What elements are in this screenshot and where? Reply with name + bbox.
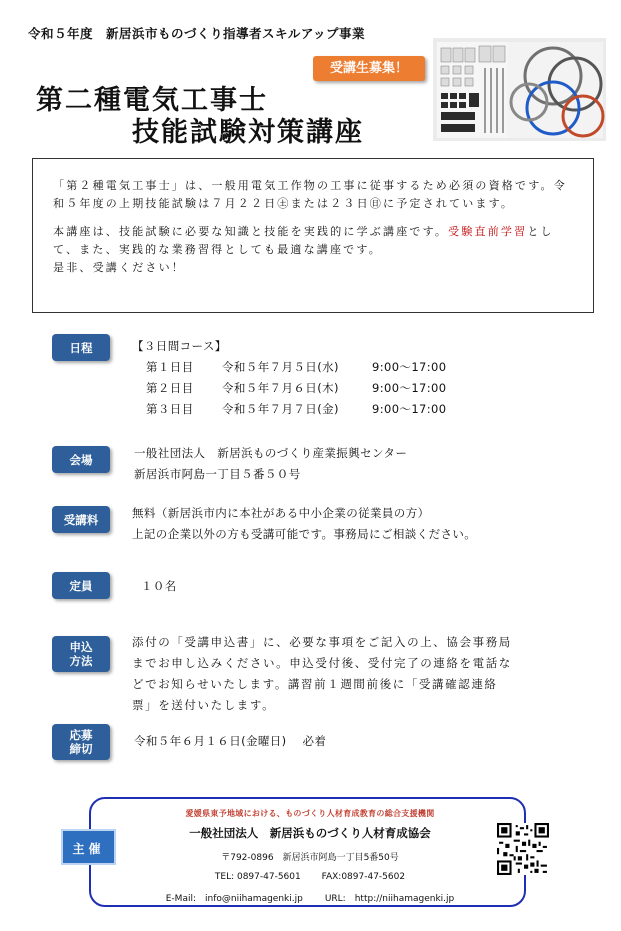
host-org: 一般社団法人 新居浜ものづくり人材育成協会 (189, 826, 431, 840)
schedule-date: 令和５年７月７日(金) (222, 402, 339, 416)
fee-label: 受講料 (52, 506, 110, 533)
application-line-1: 添付の「受講申込書」に、必要な事項をご記入の上、協会事務局 (132, 635, 512, 649)
application-line-3: どでお知らせいたします。講習前１週間前後に「受講確認連絡 (132, 677, 498, 691)
host-contact (120, 872, 500, 882)
schedule-day: 第３日目 (146, 402, 194, 416)
venue-name: 一般社団法人 新居浜ものづくり産業振興センター (134, 446, 408, 460)
application-label-line-2: 方法 (69, 654, 93, 668)
venue-section (134, 443, 407, 485)
host-tel: TEL: 0897-47-5601 (214, 872, 301, 882)
host-web (120, 891, 500, 904)
host-address: 〒792-0896 新居浜市阿島一丁目5番50号 (221, 853, 399, 863)
intro-paragraph-2 (53, 223, 571, 277)
schedule-day: 第２日目 (146, 381, 194, 395)
intro-paragraph-2a: 本講座は、技能試験に必要な知識と技能を実践的に学ぶ講座です。 (53, 225, 449, 238)
deadline-label-line-1: 応募 (69, 728, 93, 742)
application-line-2: までお申し込みください。申込受付後、受付完了の連絡を電話な (132, 656, 512, 670)
intro-box (32, 158, 594, 313)
host-tagline: 愛媛県東予地域における、ものづくり人材育成教育の総合支援機関 (185, 809, 435, 818)
electrical-parts-photo (433, 38, 606, 141)
venue-address: 新居浜市阿島一丁目５番５０号 (134, 467, 301, 481)
intro-paragraph-2b: として、また、実践的な業務習得としても最適な講座です。 (53, 225, 554, 256)
schedule-time: 9:00～17:00 (372, 381, 447, 395)
schedule-time: 9:00～17:00 (372, 360, 447, 374)
application-line-4: 票」を送付いたします。 (132, 698, 276, 712)
host-url: URL: http://niihamagenki.jp (324, 894, 455, 904)
capacity-label: 定員 (52, 572, 110, 599)
fee-line-1: 無料（新居浜市内に本社がある中小企業の従業員の方） (132, 506, 430, 520)
title-line-1: 第二種電気工事士 (36, 85, 268, 116)
schedule-label: 日程 (52, 334, 110, 361)
deadline-value: 令和５年６月１６日(金曜日) 必着 (134, 734, 327, 748)
application-label-line-1: 申込 (69, 640, 93, 654)
host-email: E-Mail: info@niihamagenki.jp (165, 894, 303, 904)
schedule-time: 9:00～17:00 (372, 402, 447, 416)
schedule-date: 令和５年７月６日(木) (222, 381, 339, 395)
fee-section (132, 503, 476, 545)
application-label (52, 636, 110, 672)
deadline-label-line-2: 締切 (69, 742, 93, 756)
schedule-row (146, 399, 446, 420)
capacity-value: １０名 (141, 579, 177, 593)
host-label: 主催 (61, 829, 116, 865)
schedule-section (132, 336, 446, 420)
fee-line-2: 上記の企業以外の方も受講可能です。事務局にご相談ください。 (132, 527, 477, 541)
qr-code (497, 823, 549, 875)
schedule-day: 第１日目 (146, 360, 194, 374)
recruiting-badge: 受講生募集！ (313, 56, 425, 81)
intro-highlight: 受験直前学習 (448, 225, 528, 238)
course-type: 【３日間コース】 (132, 339, 227, 353)
schedule-row (146, 378, 446, 399)
schedule-row (146, 357, 446, 378)
intro-paragraph-1: 「第２種電気工事士」は、一般用電気工作物の工事に従事するため必須の資格です。令和５年度の上期技能試験は７月２２日㊏または２３日㊐に予定されています。 (53, 179, 567, 210)
application-section (132, 632, 512, 716)
project-name: 令和５年度 新居浜市ものづくり指導者スキルアップ事業 (28, 26, 366, 41)
host-fax: FAX:0897-47-5602 (321, 872, 406, 882)
deadline-label (52, 724, 110, 760)
schedule-days (146, 357, 446, 420)
venue-label: 会場 (52, 446, 110, 473)
title-line-2: 技能試験対策講座 (132, 117, 364, 148)
host-info (120, 808, 500, 904)
intro-paragraph-3: 是非、受講ください！ (53, 261, 185, 274)
schedule-date: 令和５年７月５日(水) (222, 360, 339, 374)
